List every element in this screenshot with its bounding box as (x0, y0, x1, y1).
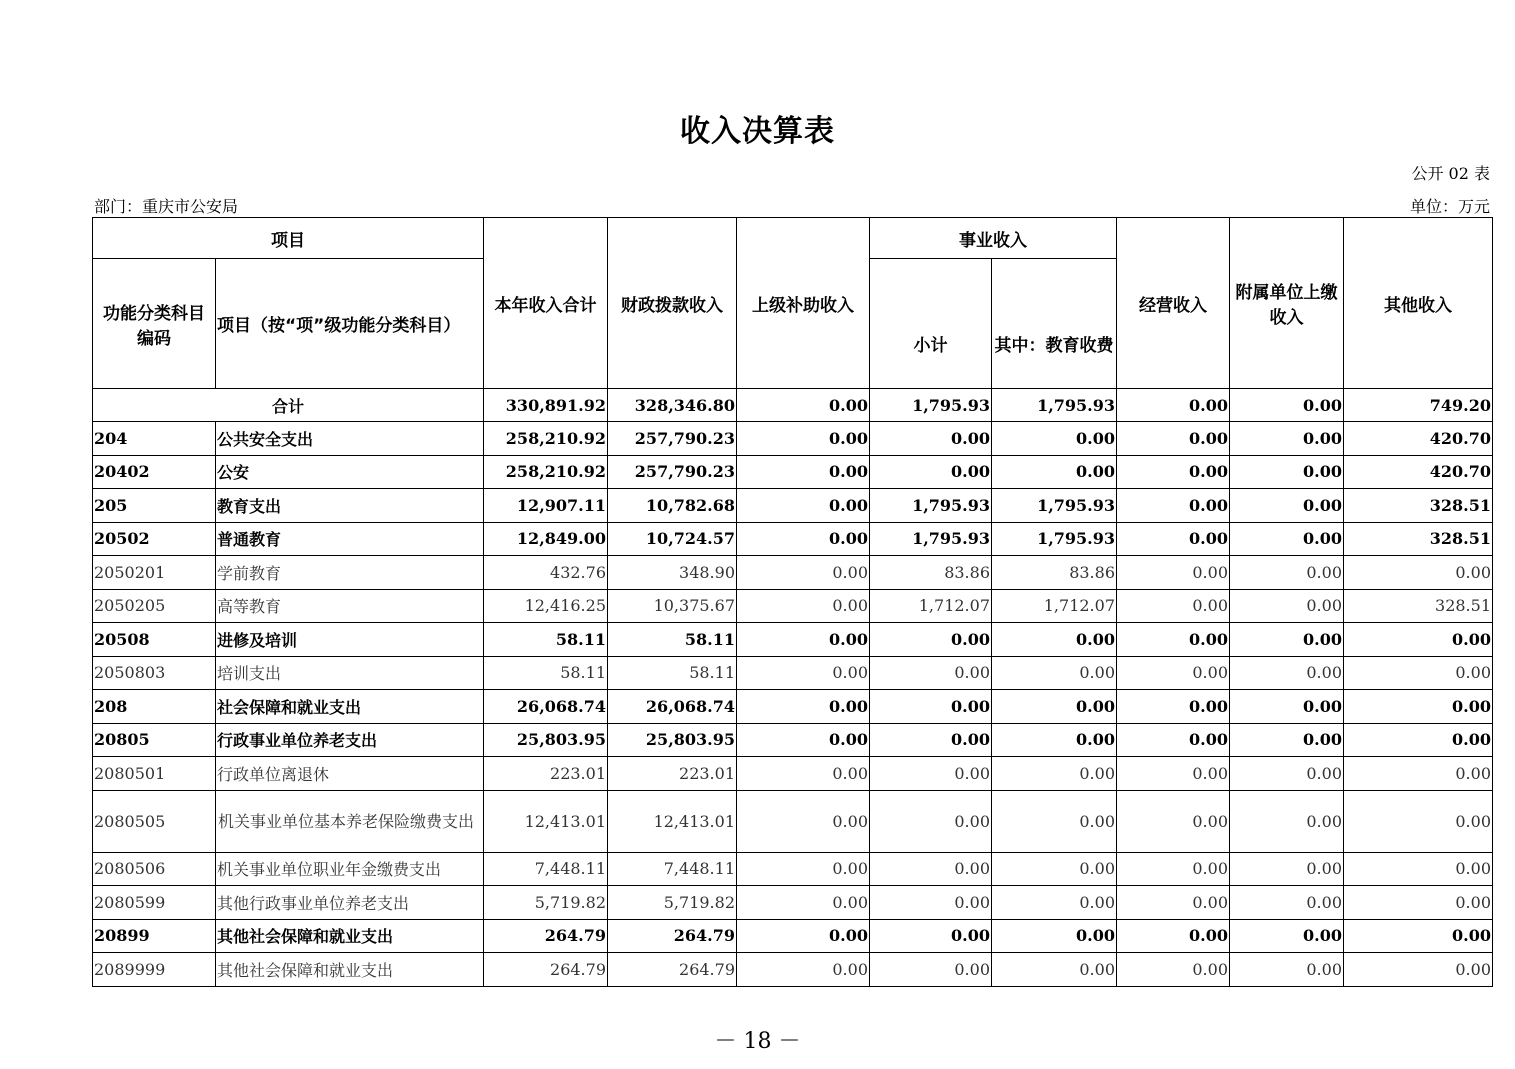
table-row (93, 953, 1493, 987)
row-value: 0.00 (870, 790, 992, 852)
row-value: 0.00 (1344, 757, 1493, 791)
row-value: 264.79 (608, 953, 737, 987)
row-value: 0.00 (1230, 455, 1344, 489)
row-value: 0.00 (1230, 919, 1344, 953)
row-value: 0.00 (992, 757, 1117, 791)
row-value: 0.00 (737, 690, 870, 724)
header-fiscal: 财政拨款收入 (608, 218, 737, 389)
row-value: 0.00 (1117, 589, 1230, 623)
row-name: 社会保障和就业支出 (216, 690, 484, 724)
total-value: 0.00 (1117, 389, 1230, 422)
row-value: 1,712.07 (992, 589, 1117, 623)
row-value: 1,795.93 (992, 522, 1117, 556)
row-value: 0.00 (737, 489, 870, 523)
row-value: 0.00 (737, 623, 870, 657)
total-value: 0.00 (737, 389, 870, 422)
row-name: 公安 (216, 455, 484, 489)
row-code: 20899 (93, 919, 216, 953)
row-value: 0.00 (737, 919, 870, 953)
row-value: 0.00 (870, 953, 992, 987)
row-value: 0.00 (1230, 422, 1344, 456)
total-row (93, 389, 1493, 422)
row-value: 0.00 (1344, 919, 1493, 953)
row-value: 0.00 (737, 589, 870, 623)
row-value: 0.00 (1117, 790, 1230, 852)
row-value: 0.00 (1117, 886, 1230, 920)
row-value: 0.00 (737, 656, 870, 690)
row-value: 12,907.11 (484, 489, 608, 523)
row-value: 0.00 (1230, 852, 1344, 886)
row-code: 2089999 (93, 953, 216, 987)
row-value: 0.00 (737, 723, 870, 757)
row-value: 0.00 (1117, 489, 1230, 523)
row-value: 1,712.07 (870, 589, 992, 623)
row-value: 0.00 (1230, 953, 1344, 987)
row-code: 2050201 (93, 556, 216, 590)
table-row (93, 723, 1493, 757)
row-name: 行政单位离退休 (216, 757, 484, 791)
row-value: 12,849.00 (484, 522, 608, 556)
row-code: 20402 (93, 455, 216, 489)
row-value: 0.00 (870, 623, 992, 657)
row-name: 其他社会保障和就业支出 (216, 953, 484, 987)
row-value: 0.00 (870, 656, 992, 690)
row-name: 培训支出 (216, 656, 484, 690)
row-name: 机关事业单位职业年金缴费支出 (216, 852, 484, 886)
row-value: 0.00 (1230, 886, 1344, 920)
row-code: 2080506 (93, 852, 216, 886)
table-body (93, 389, 1493, 987)
row-value: 0.00 (1117, 656, 1230, 690)
row-value: 328.51 (1344, 522, 1493, 556)
row-name: 机关事业单位基本养老保险缴费支出 (216, 790, 484, 852)
row-value: 0.00 (1117, 556, 1230, 590)
row-value: 0.00 (1344, 852, 1493, 886)
row-value: 0.00 (1230, 489, 1344, 523)
row-value: 0.00 (1117, 953, 1230, 987)
header-business: 事业收入 (870, 218, 1117, 259)
row-value: 0.00 (992, 886, 1117, 920)
row-value: 264.79 (484, 919, 608, 953)
income-table (92, 217, 1493, 987)
row-value: 0.00 (992, 656, 1117, 690)
row-code: 208 (93, 690, 216, 724)
total-value: 1,795.93 (992, 389, 1117, 422)
row-code: 20508 (93, 623, 216, 657)
table-row (93, 556, 1493, 590)
row-value: 0.00 (1230, 522, 1344, 556)
table-row (93, 790, 1493, 852)
department-label: 部门：重庆市公安局 (94, 197, 239, 216)
total-value: 749.20 (1344, 389, 1493, 422)
row-value: 0.00 (870, 886, 992, 920)
row-value: 26,068.74 (484, 690, 608, 724)
row-value: 58.11 (608, 656, 737, 690)
row-value: 58.11 (484, 623, 608, 657)
header-total: 本年收入合计 (484, 218, 608, 389)
row-value: 0.00 (870, 455, 992, 489)
row-value: 0.00 (1230, 790, 1344, 852)
header-affiliated: 附属单位上缴收入 (1230, 218, 1344, 389)
row-value: 0.00 (737, 455, 870, 489)
row-code: 2080599 (93, 886, 216, 920)
row-value: 0.00 (1230, 556, 1344, 590)
row-value: 25,803.95 (608, 723, 737, 757)
row-value: 0.00 (1230, 723, 1344, 757)
row-value: 348.90 (608, 556, 737, 590)
row-value: 0.00 (870, 852, 992, 886)
table-row (93, 690, 1493, 724)
row-value: 0.00 (992, 623, 1117, 657)
row-value: 0.00 (1230, 589, 1344, 623)
row-value: 7,448.11 (608, 852, 737, 886)
row-value: 0.00 (1344, 656, 1493, 690)
row-value: 0.00 (737, 757, 870, 791)
table-row (93, 489, 1493, 523)
row-value: 0.00 (1344, 690, 1493, 724)
row-value: 0.00 (737, 886, 870, 920)
row-value: 258,210.92 (484, 422, 608, 456)
row-value: 83.86 (992, 556, 1117, 590)
table-row (93, 852, 1493, 886)
row-value: 0.00 (992, 919, 1117, 953)
table-row (93, 589, 1493, 623)
table-row (93, 886, 1493, 920)
row-value: 0.00 (870, 919, 992, 953)
table-row (93, 919, 1493, 953)
table-row (93, 623, 1493, 657)
row-value: 5,719.82 (484, 886, 608, 920)
row-value: 0.00 (992, 690, 1117, 724)
row-code: 2050803 (93, 656, 216, 690)
row-value: 0.00 (1117, 757, 1230, 791)
row-code: 20502 (93, 522, 216, 556)
row-value: 0.00 (1344, 556, 1493, 590)
row-value: 0.00 (870, 422, 992, 456)
row-value: 58.11 (484, 656, 608, 690)
row-value: 0.00 (1117, 522, 1230, 556)
row-value: 0.00 (1230, 623, 1344, 657)
row-value: 223.01 (608, 757, 737, 791)
row-value: 0.00 (992, 953, 1117, 987)
row-value: 420.70 (1344, 422, 1493, 456)
row-name: 高等教育 (216, 589, 484, 623)
row-code: 20805 (93, 723, 216, 757)
row-name: 教育支出 (216, 489, 484, 523)
row-value: 328.51 (1344, 489, 1493, 523)
table-row (93, 522, 1493, 556)
row-value: 0.00 (992, 852, 1117, 886)
row-value: 0.00 (1344, 623, 1493, 657)
row-value: 0.00 (992, 422, 1117, 456)
row-value: 0.00 (737, 422, 870, 456)
table-row (93, 757, 1493, 791)
row-value: 223.01 (484, 757, 608, 791)
row-value: 0.00 (992, 790, 1117, 852)
row-value: 10,375.67 (608, 589, 737, 623)
row-value: 0.00 (737, 852, 870, 886)
row-value: 0.00 (870, 723, 992, 757)
page-title: 收入决算表 (680, 114, 835, 149)
row-value: 432.76 (484, 556, 608, 590)
row-name: 其他社会保障和就业支出 (216, 919, 484, 953)
row-value: 1,795.93 (870, 522, 992, 556)
row-name: 普通教育 (216, 522, 484, 556)
row-value: 25,803.95 (484, 723, 608, 757)
row-value: 0.00 (1344, 886, 1493, 920)
row-value: 258,210.92 (484, 455, 608, 489)
row-value: 0.00 (992, 723, 1117, 757)
total-value: 0.00 (1230, 389, 1344, 422)
table-row (93, 656, 1493, 690)
row-value: 26,068.74 (608, 690, 737, 724)
row-value: 10,724.57 (608, 522, 737, 556)
row-value: 0.00 (737, 522, 870, 556)
row-value: 0.00 (1344, 723, 1493, 757)
row-value: 12,416.25 (484, 589, 608, 623)
row-value: 7,448.11 (484, 852, 608, 886)
row-value: 0.00 (1230, 757, 1344, 791)
row-value: 0.00 (1117, 723, 1230, 757)
header-project: 项目 (93, 218, 484, 259)
row-code: 204 (93, 422, 216, 456)
row-value: 83.86 (870, 556, 992, 590)
page-number: － 18 － (714, 1029, 801, 1054)
row-value: 257,790.23 (608, 422, 737, 456)
row-value: 328.51 (1344, 589, 1493, 623)
row-value: 0.00 (1117, 623, 1230, 657)
row-value: 0.00 (737, 790, 870, 852)
total-value: 1,795.93 (870, 389, 992, 422)
unit-label: 单位：万元 (1409, 197, 1490, 216)
header-other: 其他收入 (1344, 218, 1493, 389)
row-value: 420.70 (1344, 455, 1493, 489)
header-edu-fee: 其中：教育收费 (992, 259, 1117, 389)
form-number: 公开 02 表 (1411, 164, 1490, 183)
row-value: 264.79 (608, 919, 737, 953)
row-value: 0.00 (1117, 422, 1230, 456)
row-value: 0.00 (1117, 852, 1230, 886)
row-name: 学前教育 (216, 556, 484, 590)
row-value: 0.00 (870, 690, 992, 724)
row-value: 5,719.82 (608, 886, 737, 920)
row-value: 12,413.01 (608, 790, 737, 852)
header-name: 项目（按“项”级功能分类科目） (216, 259, 484, 389)
row-code: 205 (93, 489, 216, 523)
row-value: 0.00 (1117, 455, 1230, 489)
row-value: 1,795.93 (870, 489, 992, 523)
row-value: 0.00 (1230, 690, 1344, 724)
row-code: 2050205 (93, 589, 216, 623)
row-value: 10,782.68 (608, 489, 737, 523)
row-value: 0.00 (870, 757, 992, 791)
row-value: 264.79 (484, 953, 608, 987)
row-value: 58.11 (608, 623, 737, 657)
row-code: 2080505 (93, 790, 216, 852)
row-value: 0.00 (737, 953, 870, 987)
row-value: 257,790.23 (608, 455, 737, 489)
total-value: 328,346.80 (608, 389, 737, 422)
row-value: 1,795.93 (992, 489, 1117, 523)
header-superior: 上级补助收入 (737, 218, 870, 389)
row-value: 0.00 (1117, 919, 1230, 953)
row-value: 0.00 (1230, 656, 1344, 690)
header-code: 功能分类科目编码 (93, 259, 216, 389)
row-name: 进修及培训 (216, 623, 484, 657)
row-value: 0.00 (1117, 690, 1230, 724)
row-name: 其他行政事业单位养老支出 (216, 886, 484, 920)
row-value: 12,413.01 (484, 790, 608, 852)
total-value: 330,891.92 (484, 389, 608, 422)
row-code: 2080501 (93, 757, 216, 791)
header-subtotal: 小计 (870, 259, 992, 389)
header-operating: 经营收入 (1117, 218, 1230, 389)
table-row (93, 422, 1493, 456)
row-value: 0.00 (992, 455, 1117, 489)
row-name: 公共安全支出 (216, 422, 484, 456)
total-label: 合计 (93, 389, 484, 422)
table-row (93, 455, 1493, 489)
row-value: 0.00 (1344, 790, 1493, 852)
row-value: 0.00 (737, 556, 870, 590)
row-value: 0.00 (1344, 953, 1493, 987)
row-name: 行政事业单位养老支出 (216, 723, 484, 757)
